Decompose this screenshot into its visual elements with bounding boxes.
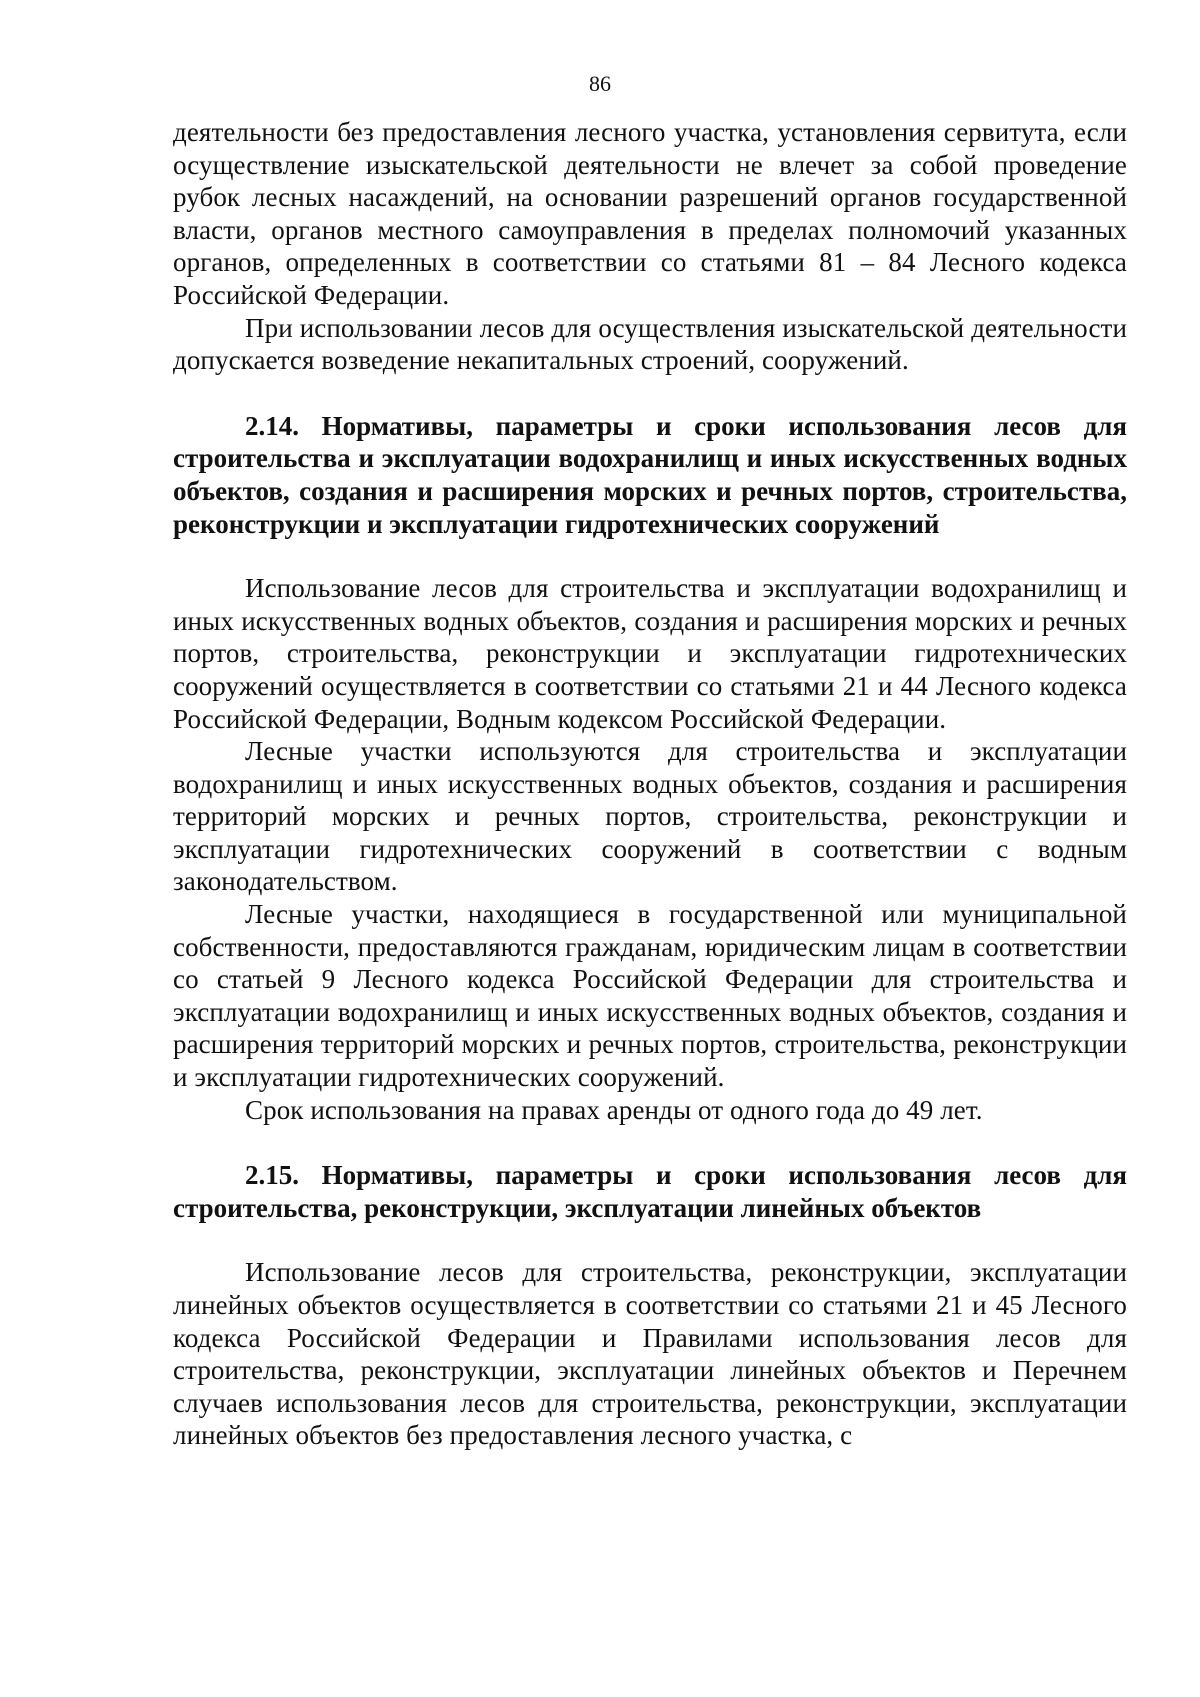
section-spacer	[173, 1224, 1127, 1256]
paragraph-reservoirs-usage: Лесные участки используются для строительства и эксплуатации водохранилищ и иных искусственных водных объектов, создания и расширения территорий морских и речных портов, строительства, реконструкции и эксплуатации гидротехнических сооружений в соответствии с водным законодательством.	[173, 736, 1127, 897]
section-spacer	[173, 377, 1127, 410]
paragraph-reservoirs-legal-basis: Использование лесов для строительства и эксплуатации водохранилищ и иных искусственных водных объектов, создания и расширения морских и речных портов, строительства, реконструкции и эксплуатации гидротехнических сооружений осуществляется в соответствии со статьями 21 и 44 Лесного кодекса Российской Федерации, Водным кодексом Российской Федерации.	[173, 573, 1127, 734]
paragraph-survey-activity-end: деятельности без предоставления лесного участка, установления сервитута, если осуществление изыскательской деятельности не влечет за собой проведение рубок лесных насаждений, на основании разрешений органов государственной власти, органов местного самоуправления в пределах полномочий указанных органов, определенных в соответствии со статьями 81 – 84 Лесного кодекса Российской Федерации.	[173, 117, 1127, 310]
section-heading-2-15: 2.15. Нормативы, параметры и сроки использования лесов для строительства, реконструкции, эксплуатации линейных объектов	[173, 1160, 1127, 1223]
paragraph-linear-objects: Использование лесов для строительства, реконструкции, эксплуатации линейных объектов осуществляется в соответствии со статьями 21 и 45 Лесного кодекса Российской Федерации и Правилами использования лесов для строительства, реконструкции, эксплуатации линейных объектов и Перечнем случаев использования лесов для строительства, реконструкции, эксплуатации линейных объектов без предоставления лесного участка, с	[173, 1257, 1127, 1451]
document-body	[173, 116, 1127, 1452]
section-spacer	[173, 540, 1127, 572]
page-number: 86	[589, 71, 611, 96]
paragraph-land-provision: Лесные участки, находящиеся в государственной или муниципальной собственности, предоставляются гражданам, юридическим лицам в соответствии со статьей 9 Лесного кодекса Российской Федерации для строительства и эксплуатации водохранилищ и иных искусственных водных объектов, создания и расширения территорий морских и речных портов, строительства, реконструкции и эксплуатации гидротехнических сооружений.	[173, 899, 1127, 1093]
paragraph-lease-term: Срок использования на правах аренды от одного года до 49 лет.	[245, 1094, 983, 1125]
paragraph-temporary-structures: При использовании лесов для осуществления изыскательской деятельности допускается возведение некапитальных строений, сооружений.	[173, 312, 1127, 376]
section-heading-2-14: 2.14. Нормативы, параметры и сроки использования лесов для строительства и эксплуатации водохранилищ и иных искусственных водных объектов, создания и расширения морских и речных портов, строительства, реконструкции и эксплуатации гидротехнических сооружений	[173, 410, 1127, 539]
section-spacer	[173, 1126, 1127, 1159]
